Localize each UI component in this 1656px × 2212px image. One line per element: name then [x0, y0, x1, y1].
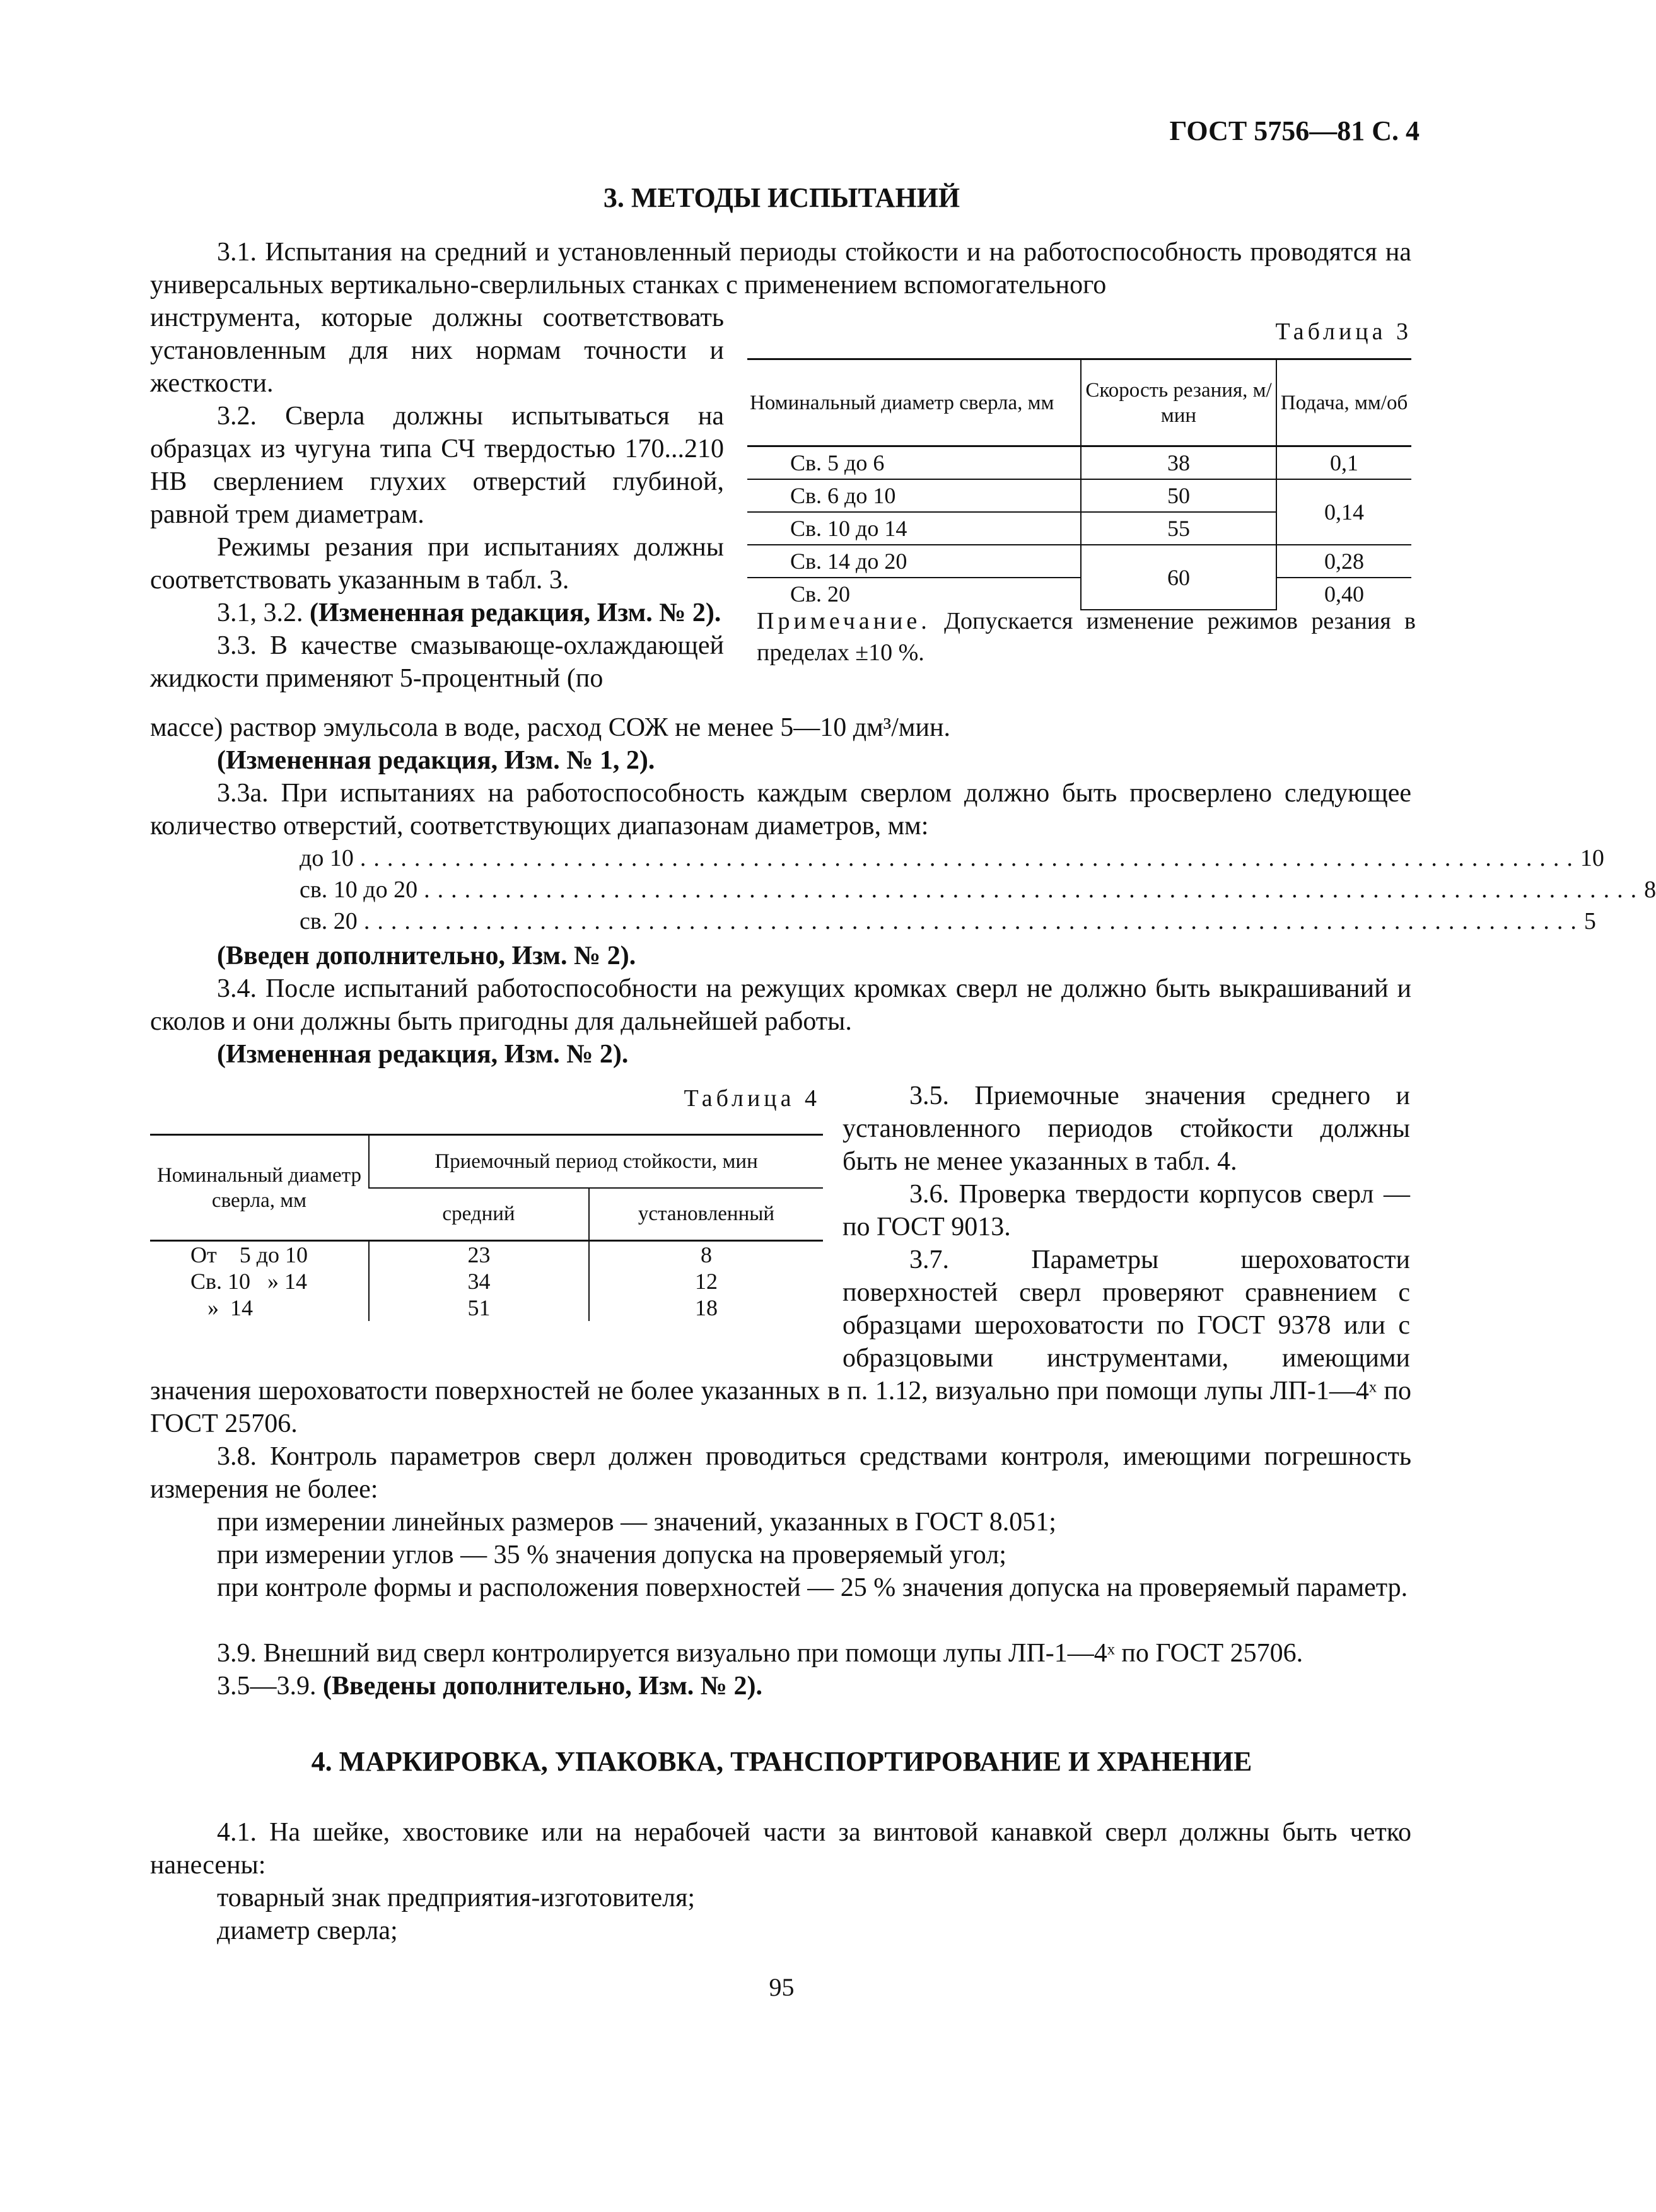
page-number: 95 — [769, 1973, 795, 2001]
t3-cell: 0,1 — [1276, 446, 1411, 480]
t3-row — [747, 479, 1411, 512]
holes-range: св. 10 до 20 — [300, 876, 418, 903]
rev-note-2: (Измененная редакция, Изм. № 2). — [217, 1040, 629, 1069]
running-header: ГОСТ 5756—81 С. 4 — [1169, 115, 1420, 146]
added-numbers: 3.5—3.9. — [217, 1672, 317, 1701]
table3-caption: Таблица 3 — [1275, 318, 1412, 345]
t4-cell: 51 — [369, 1295, 589, 1321]
leader-dots: .......................................................................................... — [363, 908, 1584, 934]
para-3-8: 3.8. Контроль параметров сверл должен проводиться средствами контроля, имеющими погрешность измерения не более: — [150, 1442, 1411, 1504]
holes-range: до 10 — [300, 845, 354, 871]
holes-count: 5 — [1583, 908, 1596, 934]
t4-row — [150, 1295, 823, 1321]
para-3-4: 3.4. После испытаний работоспособности на режущих кромках сверл не должно быть выкрашиваний и сколов и они должны быть пригодны для дальнейшей работы. — [150, 974, 1411, 1036]
t3-cell: Св. 14 до 20 — [747, 545, 1081, 578]
para-3-9: 3.9. Внешний вид сверл контролируется визуально при помощи лупы ЛП-1—4ˣ по ГОСТ 25706. — [217, 1639, 1303, 1668]
holes-count: 10 — [1580, 845, 1604, 871]
para-3-8-b: при измерении углов — 35 % значения допуска на проверяемый угол; — [217, 1540, 1006, 1569]
t3-cell: Св. 5 до 6 — [747, 446, 1081, 480]
t3-cell: 0,14 — [1276, 479, 1411, 545]
t4-cell: Св. 10 » 14 — [190, 1269, 308, 1294]
t3-cell: 60 — [1081, 545, 1276, 610]
t4-cell: 12 — [589, 1268, 823, 1295]
para-3-8-a: при измерении линейных размеров — значений, указанных в ГОСТ 8.051; — [217, 1508, 1056, 1537]
t4-cell: 18 — [589, 1295, 823, 1321]
note-label: Примечание. — [757, 608, 931, 634]
table3-note — [757, 605, 1416, 668]
para-3-3-end: массе) раствор эмульсола в воде, расход СОЖ не менее 5—10 дм³/мин. — [150, 713, 950, 742]
t4-cell: 23 — [369, 1241, 589, 1269]
para-3-7-end: значения шероховатости поверхностей не более указанных в п. 1.12, визуально при помощи лупы ЛП-1—4ˣ по ГОСТ 25706. — [150, 1377, 1411, 1438]
t3-cell: Св. 10 до 14 — [747, 512, 1081, 545]
para-3-5: 3.5. Приемочные значения среднего и установленного периодов стойкости должны быть не менее указанных в табл. 4. — [843, 1081, 1410, 1176]
holes-list — [300, 842, 1656, 937]
table-4 — [150, 1134, 823, 1321]
t3-cell: 0,28 — [1276, 545, 1411, 578]
t4-cell: 8 — [589, 1241, 823, 1269]
t4-header-mean: средний — [369, 1188, 589, 1241]
para-added-3-5-3-9 — [217, 1670, 1352, 1703]
section-4-title: 4. МАРКИРОВКА, УПАКОВКА, ТРАНСПОРТИРОВАНИЕ И ХРАНЕНИЕ — [311, 1746, 1252, 1777]
list-item — [300, 874, 1656, 905]
section-3-title: 3. МЕТОДЫ ИСПЫТАНИЙ — [603, 182, 960, 213]
list-item — [300, 842, 1604, 874]
list-item — [300, 905, 1596, 937]
t3-cell: Св. 20 — [790, 581, 851, 607]
para-3-1-cont: инструмента, которые должны соответствовать установленным для них нормам точности и жесткости. — [150, 303, 724, 398]
para-4-1-b: диаметр сверла; — [217, 1916, 398, 1945]
added-note: (Введены дополнительно, Изм. № 2). — [323, 1672, 762, 1701]
t4-cell: От 5 до 10 — [190, 1242, 308, 1267]
table-3 — [747, 358, 1411, 610]
t3-cell: 0,40 — [1276, 578, 1411, 610]
added-note: (Введен дополнительно, Изм. № 2). — [217, 941, 636, 970]
para-3-1: 3.1. Испытания на средний и установленный периоды стойкости и на работоспособность проводятся на универсальных вертикально-сверлильных станках с применением вспомогательного — [150, 238, 1411, 300]
t4-cell: 34 — [369, 1268, 589, 1295]
t3-cell: 38 — [1081, 446, 1276, 480]
t4-header-set: установленный — [589, 1188, 823, 1241]
t4-row — [150, 1268, 823, 1295]
leader-dots: .......................................................................................... — [359, 845, 1580, 871]
rev-note: (Измененная редакция, Изм. № 2). — [310, 598, 721, 627]
holes-range: св. 20 — [300, 908, 358, 934]
rev-note-1-2: (Измененная редакция, Изм. № 1, 2). — [217, 746, 655, 775]
para-3-2: 3.2. Сверла должны испытываться на образцах из чугуна типа СЧ твердостью 170...210 НВ сверлением глухих отверстий глубиной, равной трем диаметрам. — [150, 402, 724, 529]
para-rev-3-1-3-2 — [217, 597, 734, 629]
para-modes: Режимы резания при испытаниях должны соответствовать указанным в табл. 3. — [150, 533, 724, 595]
t3-cell: 55 — [1081, 512, 1276, 545]
t3-header-feed: Подача, мм/об — [1276, 359, 1411, 446]
para-3-7: 3.7. Параметры шероховатости поверхностей сверл проверяют сравнением с образцами шероховатости по ГОСТ 9378 или с образцовыми инструментами, имеющими — [843, 1245, 1410, 1373]
para-3-3: 3.3. В качестве смазывающе-охлаждающей жидкости применяют 5-процентный (по — [150, 631, 724, 693]
table4-caption: Таблица 4 — [684, 1085, 820, 1112]
t4-cell: » 14 — [190, 1295, 253, 1320]
t3-row — [747, 545, 1411, 578]
t3-header-speed: Скорость резания, м/мин — [1081, 359, 1276, 446]
t3-row — [747, 446, 1411, 480]
para-4-1-a: товарный знак предприятия-изготовителя; — [217, 1883, 696, 1912]
note-text: Допускается изменение режимов резания в пределах ±10 %. — [757, 608, 1416, 666]
t3-cell: 50 — [1081, 479, 1276, 512]
t3-header-diameter: Номинальный диаметр сверла, мм — [747, 359, 1081, 446]
leader-dots: .......................................................................................... — [424, 876, 1645, 903]
t4-row — [150, 1241, 823, 1269]
rev-numbers: 3.1, 3.2. — [217, 598, 303, 627]
para-4-1: 4.1. На шейке, хвостовике или на нерабочей части за винтовой канавкой сверл должны быть четко нанесены: — [150, 1818, 1411, 1880]
t4-header-period: Приемочный период стойкости, мин — [369, 1135, 823, 1188]
holes-count: 8 — [1644, 876, 1656, 903]
t4-header-diameter: Номинальный диаметр сверла, мм — [150, 1135, 369, 1241]
para-3-8-c: при контроле формы и расположения поверхностей — 25 % значения допуска на проверяемый параметр. — [217, 1573, 1408, 1602]
t3-cell: Св. 6 до 10 — [747, 479, 1081, 512]
para-3-6: 3.6. Проверка твердости корпусов сверл — по ГОСТ 9013. — [843, 1180, 1410, 1242]
para-3-3a: 3.3а. При испытаниях на работоспособность каждым сверлом должно быть просверлено следующее количество отверстий, соответствующих диапазонам диаметров, мм: — [150, 779, 1411, 841]
